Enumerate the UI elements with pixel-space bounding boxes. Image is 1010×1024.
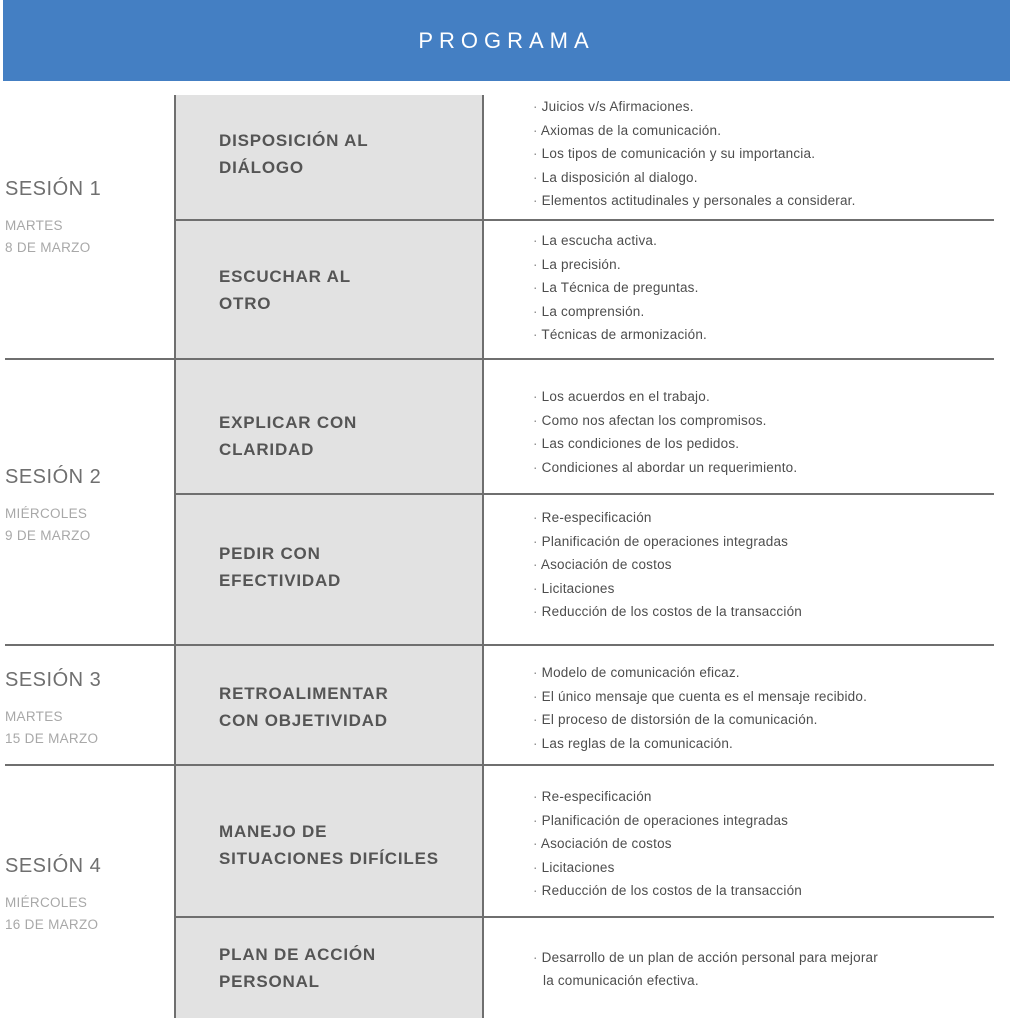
topic-title-line: EXPLICAR CON (219, 413, 358, 432)
session-day: MIÉRCOLES (5, 506, 88, 521)
session-day: MIÉRCOLES (5, 895, 88, 910)
session-date: 8 DE MARZO (5, 240, 91, 255)
topic-divider (174, 493, 994, 495)
page-title: PROGRAMA (418, 27, 595, 53)
list-item-continuation: la comunicación efectiva. (543, 973, 699, 988)
topic-title-line: OTRO (219, 294, 272, 313)
list-item: · Las reglas de la comunicación. (533, 732, 867, 756)
topic-title-line: DIÁLOGO (219, 158, 304, 177)
column-divider (482, 95, 484, 1018)
session-title: SESIÓN 1 (5, 178, 102, 200)
list-item: · La escucha activa. (533, 229, 707, 253)
topic-title-line: PEDIR CON (219, 544, 321, 563)
topic-title (219, 941, 376, 995)
list-item: · Asociación de costos (533, 832, 802, 856)
list-item: · La disposición al dialogo. (533, 166, 856, 190)
session-date: 16 DE MARZO (5, 917, 99, 932)
list-item: · Las condiciones de los pedidos. (533, 432, 797, 456)
list-item: · Axiomas de la comunicación. (533, 119, 856, 143)
session-title: SESIÓN 4 (5, 855, 102, 877)
list-item: · Reducción de los costos de la transacción (533, 879, 802, 903)
session-title: SESIÓN 2 (5, 466, 102, 488)
topic-divider (174, 219, 994, 221)
topic-bullet-list (533, 95, 856, 213)
topic-bullet-list (533, 506, 802, 624)
topic-title (219, 680, 389, 734)
topic-title-line: CON OBJETIVIDAD (219, 711, 388, 730)
topic-title (219, 127, 368, 181)
topic-bullet-list (533, 385, 797, 479)
list-item: · El proceso de distorsión de la comunicación. (533, 708, 867, 732)
list-item: · Como nos afectan los compromisos. (533, 409, 797, 433)
list-item: · Asociación de costos (533, 553, 802, 577)
session-day: MARTES (5, 218, 63, 233)
list-item: · Elementos actitudinales y personales a considerar. (533, 189, 856, 213)
list-item: · Los acuerdos en el trabajo. (533, 385, 797, 409)
column-divider (174, 95, 176, 1018)
topic-title-line: MANEJO DE (219, 822, 328, 841)
list-item: · Licitaciones (533, 577, 802, 601)
list-item: · Desarrollo de un plan de acción personal para mejorar (533, 946, 878, 970)
topic-title-line: RETROALIMENTAR (219, 684, 389, 703)
list-item: · La precisión. (533, 253, 707, 277)
list-item: · Juicios v/s Afirmaciones. (533, 95, 856, 119)
topic-title (219, 818, 439, 872)
topic-title (219, 409, 357, 463)
topic-title (219, 540, 341, 594)
list-item: · Licitaciones (533, 856, 802, 880)
session-divider (5, 764, 994, 766)
topic-bullet-list (533, 229, 707, 347)
topic-title-line: EFECTIVIDAD (219, 571, 342, 590)
list-item: · Planificación de operaciones integradas (533, 809, 802, 833)
list-item: · Condiciones al abordar un requerimiento. (533, 456, 797, 480)
list-item: · Re-especificación (533, 785, 802, 809)
list-item: · La Técnica de preguntas. (533, 276, 707, 300)
session-divider (5, 644, 994, 646)
topic-title-line: ESCUCHAR AL (219, 267, 351, 286)
topic-title-line: SITUACIONES DIFÍCILES (219, 849, 439, 868)
topic-divider (174, 916, 994, 918)
list-item: · Modelo de comunicación eficaz. (533, 661, 867, 685)
session-title: SESIÓN 3 (5, 669, 102, 691)
topic-title-line: CLARIDAD (219, 440, 315, 459)
session-date: 15 DE MARZO (5, 731, 99, 746)
topic-bullet-list (533, 946, 878, 970)
topic-title (219, 263, 351, 317)
list-item: · El único mensaje que cuenta es el mensaje recibido. (533, 685, 867, 709)
session-divider (5, 358, 994, 360)
topic-title-line: PLAN DE ACCIÓN (219, 945, 376, 964)
list-item: · Técnicas de armonización. (533, 323, 707, 347)
list-item: · Los tipos de comunicación y su importancia. (533, 142, 856, 166)
list-item: · Reducción de los costos de la transacción (533, 600, 802, 624)
list-item: · Re-especificación (533, 506, 802, 530)
session-day: MARTES (5, 709, 63, 724)
topic-title-line: PERSONAL (219, 972, 320, 991)
topic-title-line: DISPOSICIÓN AL (219, 131, 369, 150)
topic-bullet-list (533, 661, 867, 755)
session-date: 9 DE MARZO (5, 528, 91, 543)
page-header (3, 0, 1010, 81)
list-item: · La comprensión. (533, 300, 707, 324)
list-item: · Planificación de operaciones integradas (533, 530, 802, 554)
topic-bullet-list (533, 785, 802, 903)
